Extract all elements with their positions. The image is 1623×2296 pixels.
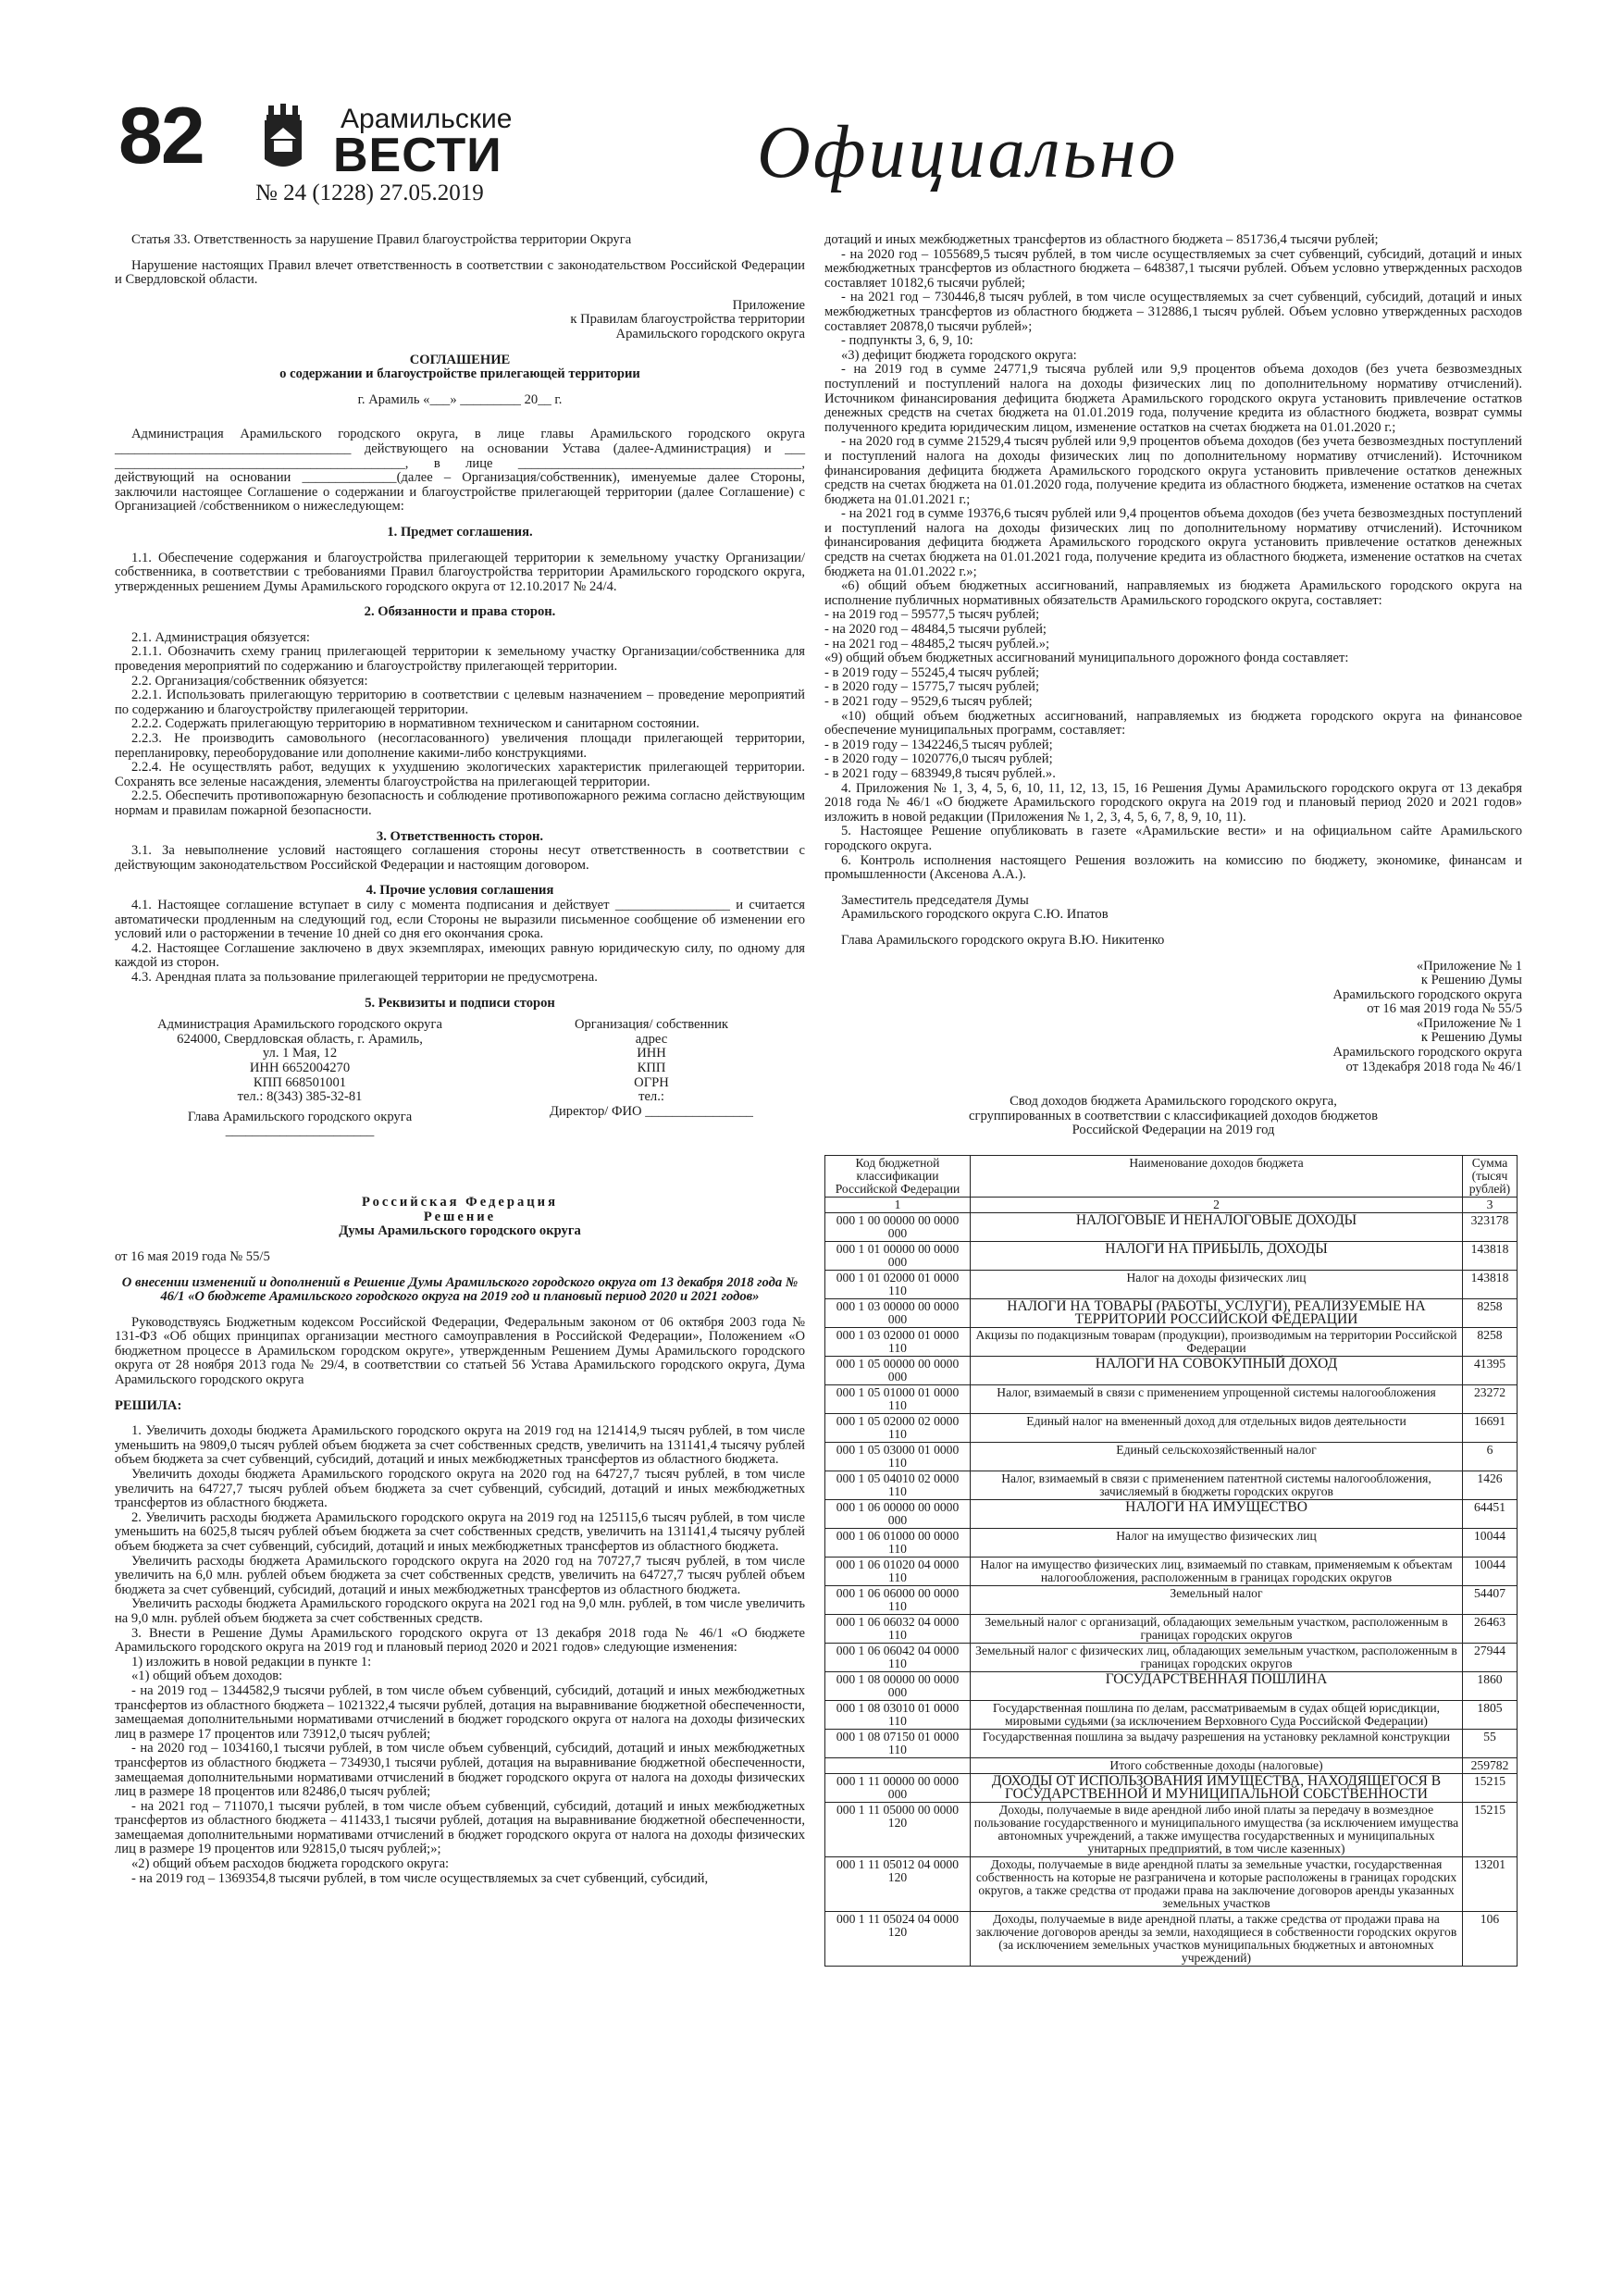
table-cell-name: Налог, взимаемый в связи с применением патентной системы налогообложения, зачисляемый в бюджеты городских округов (971, 1471, 1463, 1500)
requisite-line: 624000, Свердловская область, г. Арамиль, (177, 1031, 423, 1047)
paragraph: - на 2021 год – 730446,8 тысяч рублей, в том числе осуществляемых за счет субвенций, субсидий, дотаций и иных межбюджетных трансфертов из областного бюджета – 312886,1 тысяч рублей. Объем условно утвержденных расходов составляет 20878,0 тысячи рублей»; (824, 290, 1522, 334)
paragraph: Увеличить доходы бюджета Арамильского городского округа на 2020 год на 64727,7 тысяч рублей, в том числе увеличить на 64727,7 тысяч рублей объем бюджета за счет субвенций, субсидий, дотаций и иных межбюджетных трансфертов из областного бюджета. (115, 1467, 805, 1511)
table-cell-name: Акцизы по подакцизным товарам (продукции), производимым на территории Российской Федерации (971, 1328, 1463, 1357)
table-row (825, 1730, 1518, 1758)
requisite-line: Директор/ ФИО ________________ (550, 1103, 753, 1119)
requisites-block (115, 1018, 805, 1162)
paragraph: - в 2020 году – 1020776,0 тысяч рублей; (824, 751, 1053, 767)
table-cell-code: 000 1 06 00000 00 0000 000 (825, 1500, 971, 1529)
table-row (825, 1213, 1518, 1242)
paragraph: - на 2019 год в сумме 24771,9 тысяча рублей или 9,9 процентов объема доходов (без учета безвозмездных поступлений и поступлений налога на доходы физических лиц по дополнительному нормативу отчислений). Источником финансирования дефицита бюджета Арамильского городского округа установить привлечение остатков денежных средств на счетах бюджета на 01.01.2019 года, получение кредита из областного бюджета, возврат суммы полученного кредита юридическим лицом, изменение остатков на счетах бюджета на 01.01.2020 г.; (824, 362, 1522, 435)
paragraph: - на 2020 год – 1034160,1 тысячи рублей, в том числе объем субвенций, субсидий, дотаций и иных межбюджетных трансфертов из областного бюджета – 734930,1 тысячи рублей, дотация на выравнивание бюджетной обеспеченности, замещаемая дополнительными нормативами отчислений в бюджет городского округа от налога на доходы физических лиц в размере 18 процентов или 82486,0 тысяч рублей; (115, 1741, 805, 1800)
table-cell-name: Земельный налог с физических лиц, обладающих земельным участком, расположенным в границах городских округов (971, 1644, 1463, 1672)
table-cell-name: Налог на имущество физических лиц, взимаемый по ставкам, применяемым к объектам налогообложения, расположенным в границах городских округов (971, 1558, 1463, 1586)
appendix-label: к Решению Думы (1420, 973, 1522, 988)
column-number: 2 (971, 1198, 1463, 1213)
table-title: Свод доходов бюджета Арамильского городского округа, (1010, 1094, 1337, 1110)
section-heading: 5. Реквизиты и подписи сторон (365, 995, 555, 1011)
table-row (825, 1774, 1518, 1803)
paragraph: Увеличить расходы бюджета Арамильского городского округа на 2020 год на 70727,7 тысяч рублей, в том числе увеличить на 6,0 млн. рублей объем бюджета за счет собственных средств, увеличить на 64727,7 тысяч рублей объем бюджета за счет субвенций, субсидий, дотаций и иных межбюджетных трансфертов из областного бюджета. (115, 1553, 805, 1597)
signatory: Арамильского городского округа С.Ю. Ипатов (841, 907, 1109, 923)
table-cell-code: 000 1 05 04010 02 0000 110 (825, 1471, 971, 1500)
table-cell-sum: 10044 (1463, 1529, 1518, 1558)
table-row (825, 1500, 1518, 1529)
paragraph: 3. Внести в Решение Думы Арамильского городского округа от 13 декабря 2018 года № 46/1 «О бюджете Арамильского городского округа на 2019 год и плановый период 2020 и 2021 годов» следующие изменения: (115, 1625, 805, 1656)
table-row (825, 1471, 1518, 1500)
paragraph: 4.2. Настоящее Соглашение заключено в двух экземплярах, имеющих равную юридическую силу, по одному для каждой из сторон. (115, 940, 805, 971)
paragraph: «6) общий объем бюджетных ассигнований, направляемых из бюджета Арамильского городского округа на исполнение публичных нормативных обязательств Арамильского городского округа, составляет: (824, 578, 1522, 608)
paragraph: 1. Увеличить доходы бюджета Арамильского городского округа на 2019 год на 121414,9 тысяч рублей, в том числе уменьшить на 9809,0 тысяч рублей объем бюджета за счет собственных средств, увеличить на 131141,4 тысячу рублей объем бюджета за счет субвенций, субсидий, дотаций и иных межбюджетных трансфертов из областного бюджета. (115, 1423, 805, 1468)
agreement-subtitle: о содержании и благоустройстве прилегающей территории (279, 366, 640, 382)
table-cell-code: 000 1 05 00000 00 0000 000 (825, 1357, 971, 1385)
paragraph: 3.1. За невыполнение условий настоящего соглашения стороны несут ответственность в соответствии с действующим законодательством Российской Федерации и настоящим договором. (115, 843, 805, 873)
appendix-label: к Правилам благоустройства территории (570, 312, 805, 328)
table-row (825, 1385, 1518, 1414)
paragraph: 1) изложить в новой редакции в пункте 1: (131, 1654, 372, 1669)
paragraph: 5. Настоящее Решение опубликовать в газете «Арамильские вести» и на официальном сайте Арамильского городского округа. (824, 824, 1522, 853)
table-cell-code: 000 1 01 00000 00 0000 000 (825, 1242, 971, 1271)
article-title: Статья 33. Ответственность за нарушение Правил благоустройства территории Округа (131, 232, 632, 247)
table-cell-name: Налог на имущество физических лиц (971, 1529, 1463, 1558)
table-cell-sum: 143818 (1463, 1242, 1518, 1271)
table-cell-code: 000 1 05 01000 01 0000 110 (825, 1385, 971, 1414)
table-cell-code: 000 1 03 00000 00 0000 000 (825, 1299, 971, 1328)
table-cell-code: 000 1 06 06000 00 0000 110 (825, 1586, 971, 1615)
paragraph: «1) общий объем доходов: (131, 1669, 283, 1684)
table-row (825, 1912, 1518, 1967)
table-cell-name: Единый налог на вмененный доход для отдельных видов деятельности (971, 1414, 1463, 1443)
appendix-label: Арамильского городского округа (1332, 1045, 1522, 1061)
table-row (825, 1443, 1518, 1471)
paragraph: 4.1. Настоящее соглашение вступает в силу с момента подписания и действует _________________ и считается автоматически продленным на следующий год, если Стороны не выразили письменное сообщение об изменении его условий или о расторжении в течение 10 дней со дня его окончания срока. (115, 897, 805, 942)
paragraph: - подпункты 3, 6, 9, 10: (841, 333, 973, 349)
table-cell-name: Доходы, получаемые в виде арендной либо иной платы за передачу в возмездное пользование государственного и муниципального имущества (за исключением имущества автономных учреждений, а также имущества государственных и муниципальных унитарных предприятий, в том числе казенных) (971, 1803, 1463, 1857)
paragraph: - в 2019 году – 55245,4 тысяч рублей; (824, 664, 1040, 680)
appendix-label: «Приложение № 1 (1416, 1015, 1522, 1031)
table-cell-sum: 1805 (1463, 1701, 1518, 1730)
table-title: сгруппированных в соответствии с классификацией доходов бюджетов (969, 1108, 1378, 1123)
page-number: 82 (118, 92, 204, 180)
column-header: Код бюджетной классификации Российской Федерации (825, 1156, 971, 1198)
paragraph: «10) общий объем бюджетных ассигнований, направляемых из бюджета городского округа на финансовое обеспечение муниципальных программ, составляет: (824, 708, 1522, 738)
table-row (825, 1672, 1518, 1701)
paragraph: Нарушение настоящих Правил влечет ответственность в соответствии с законодательством Российской Федерации и Свердловской области. (115, 257, 805, 288)
requisites-organization (503, 1018, 799, 1119)
requisite-line: ИНН 6652004270 (249, 1060, 351, 1075)
paragraph: «2) общий объем расходов бюджета городского округа: (131, 1856, 450, 1872)
appendix-label: от 16 мая 2019 года № 55/5 (1367, 1001, 1522, 1017)
paragraph: - на 2021 год – 48485,2 тысяч рублей.»; (824, 636, 1050, 652)
table-cell-code: 000 1 05 03000 01 0000 110 (825, 1443, 971, 1471)
appendix-label: Приложение (732, 297, 805, 313)
paragraph: Увеличить расходы бюджета Арамильского городского округа на 2021 год на 9,0 млн. рублей, в том числе увеличить на 9,0 млн. рублей объем бюджета за счет собственных средств. (115, 1596, 805, 1626)
paragraph: 2. Увеличить расходы бюджета Арамильского городского округа на 2019 год на 125115,6 тысяч рублей, в том числе уменьшить на 6025,8 тысяч рублей объем бюджета за счет собственных средств, увеличить на 131141,4 тысячу рублей объем бюджета за счет субвенций, субсидий, дотаций и иных межбюджетных трансфертов из областного бюджета. (115, 1509, 805, 1554)
table-cell-sum: 1860 (1463, 1672, 1518, 1701)
table-cell-code: 000 1 00 00000 00 0000 000 (825, 1213, 971, 1242)
income-table (824, 1155, 1518, 1967)
appendix-label: Арамильского городского округа (615, 326, 805, 341)
table-body (825, 1213, 1518, 1967)
table-row (825, 1758, 1518, 1774)
requisite-line: Глава Арамильского городского округа (187, 1109, 413, 1124)
table-row (825, 1803, 1518, 1857)
table-row (825, 1857, 1518, 1912)
paragraph: «9) общий объем бюджетных ассигнований муниципального дорожного фонда составляет: (824, 651, 1349, 666)
table-cell-name: Государственная пошлина по делам, рассматриваемым в судах общей юрисдикции, мировыми судьями (за исключением Верховного Суда Российской Федерации) (971, 1701, 1463, 1730)
section-heading: 1. Предмет соглашения. (387, 524, 533, 540)
table-cell-code: 000 1 06 06042 04 0000 110 (825, 1644, 971, 1672)
requisites-administration (115, 1018, 485, 1139)
table-cell-name: НАЛОГОВЫЕ И НЕНАЛОГОВЫЕ ДОХОДЫ (971, 1213, 1463, 1242)
table-cell-sum: 106 (1463, 1912, 1518, 1967)
paragraph: - в 2020 году – 15775,7 тысяч рублей; (824, 679, 1040, 695)
table-cell-code: 000 1 06 01000 00 0000 110 (825, 1529, 971, 1558)
table-cell-code: 000 1 08 03010 01 0000 110 (825, 1701, 971, 1730)
paragraph: 2.2.2. Содержать прилегающую территорию в нормативном техническом и санитарном состоянии. (131, 716, 700, 732)
paragraph: - в 2021 году – 683949,8 тысяч рублей.». (824, 765, 1056, 781)
table-row (825, 1701, 1518, 1730)
paragraph: Руководствуясь Бюджетным кодексом Российской Федерации, Федеральным законом от 06 октября 2003 года № 131-ФЗ «Об общих принципах организации местного самоуправления в Российской Федерации», Положением «О бюджетном процессе в Арамильском городском округе», утвержденным Решением Думы Арамильского городского округа от 28 ноября 2013 года № 29/4, в соответствии со статьей 56 Устава Арамильского городского округа, Дума Арамильского городского округа (115, 1314, 805, 1388)
table-cell-name: Налог на доходы физических лиц (971, 1271, 1463, 1299)
section-heading: 4. Прочие условия соглашения (365, 883, 554, 899)
table-cell-sum: 16691 (1463, 1414, 1518, 1443)
requisite-line: тел.: 8(343) 385-32-81 (237, 1089, 363, 1105)
paragraph: 2.2. Организация/собственник обязуется: (131, 673, 368, 689)
table-cell-sum: 8258 (1463, 1299, 1518, 1328)
paragraph: 2.2.3. Не производить самовольного (несогласованного) увеличения площади прилегающей территории, перепланировку, переоборудование или дополнение какими-либо конструкциями. (115, 731, 805, 761)
table-cell-name: Единый сельскохозяйственный налог (971, 1443, 1463, 1471)
table-cell-sum: 13201 (1463, 1857, 1518, 1912)
table-cell-code: 000 1 08 00000 00 0000 000 (825, 1672, 971, 1701)
table-cell-code: 000 1 11 00000 00 0000 000 (825, 1774, 971, 1803)
paragraph: - на 2020 год – 48484,5 тысячи рублей; (824, 622, 1047, 638)
decision-issuer: Думы Арамильского городского округа (339, 1223, 581, 1239)
table-cell-code: 000 1 11 05000 00 0000 120 (825, 1803, 971, 1857)
table-cell-code: 000 1 06 06032 04 0000 110 (825, 1615, 971, 1644)
requisite-line: КПП (637, 1060, 666, 1075)
paragraph: дотаций и иных межбюджетных трансфертов из областного бюджета – 851736,4 тысячи рублей; (824, 232, 1379, 247)
table-cell-sum: 55 (1463, 1730, 1518, 1758)
table-row (825, 1242, 1518, 1271)
table-number-row (825, 1198, 1518, 1213)
table-cell-sum: 8258 (1463, 1328, 1518, 1357)
table-row (825, 1328, 1518, 1357)
table-cell-name: Государственная пошлина за выдачу разрешения на установку рекламной конструкции (971, 1730, 1463, 1758)
signatory: Заместитель председателя Думы (841, 892, 1029, 908)
table-cell-name: НАЛОГИ НА ТОВАРЫ (РАБОТЫ, УСЛУГИ), РЕАЛИЗУЕМЫЕ НА ТЕРРИТОРИИ РОССИЙСКОЙ ФЕДЕРАЦИИ (971, 1299, 1463, 1328)
requisite-line: адрес (635, 1031, 668, 1047)
place-date-line: г. Арамиль «___» _________ 20__ г. (357, 391, 563, 407)
table-cell-name: Доходы, получаемые в виде арендной платы за земельные участки, государственная собственность на которые не разграничена и которые расположены в границах городских округов, а также средства от продажи права на заключение договоров аренды указанных земельных участков (971, 1857, 1463, 1912)
appendix-label: от 13декабря 2018 года № 46/1 (1345, 1059, 1522, 1074)
requisite-line: ОГРН (634, 1074, 669, 1090)
table-row (825, 1529, 1518, 1558)
appendix-label: к Решению Думы (1420, 1030, 1522, 1046)
table-cell-sum: 6 (1463, 1443, 1518, 1471)
table-header-row (825, 1156, 1518, 1198)
paragraph: 2.2.4. Не осуществлять работ, ведущих к ухудшению экологических характеристик прилегающей территории. Сохранять все зеленые насаждения, элементы благоустройства на прилегающей территории. (115, 760, 805, 789)
paragraph: 1.1. Обеспечение содержания и благоустройства прилегающей территории к земельному участку Организации/собственника, в соответствии с требованиями Правил благоустройства территории Арамильского городского округа, утвержденных решением Думы Арамильского городского округа от 12.10.2017 № 24/4. (115, 550, 805, 594)
table-cell-code: 000 1 06 01020 04 0000 110 (825, 1558, 971, 1586)
paragraph: - на 2020 год – 1055689,5 тысяч рублей, в том числе осуществляемых за счет субвенций, субсидий, дотаций и иных межбюджетных трансфертов из областного бюджета – 648387,1 тысячи рублей. Объем условно утвержденных расходов составляет 10182,6 тысячи рублей; (824, 246, 1522, 291)
paragraph: - на 2021 год – 711070,1 тысячи рублей, в том числе объем субвенций, субсидий, дотаций и иных межбюджетных трансфертов из областного бюджета – 411433,1 тысячи рублей, дотация на выравнивание бюджетной обеспеченности, замещаемая дополнительными нормативами отчислений в бюджет городского округа от налога на доходы физических лиц в размере 19 процентов или 92815,0 тысяч рублей;»; (115, 1798, 805, 1857)
table-cell-sum: 26463 (1463, 1615, 1518, 1644)
table-cell-code: 000 1 03 02000 01 0000 110 (825, 1328, 971, 1357)
signatory: Глава Арамильского городского округа В.Ю. Никитенко (841, 932, 1165, 948)
table-cell-name: ДОХОДЫ ОТ ИСПОЛЬЗОВАНИЯ ИМУЩЕСТВА, НАХОДЯЩЕГОСЯ В ГОСУДАРСТВЕННОЙ И МУНИЦИПАЛЬНОЙ СОБСТВЕННОСТИ (971, 1774, 1463, 1803)
table-cell-code: 000 1 05 02000 02 0000 110 (825, 1414, 971, 1443)
table-cell-code (825, 1758, 971, 1774)
decision-subject: О внесении изменений и дополнений в Решение Думы Арамильского городского округа от 13 декабря 2018 года № 46/1 «О бюджете Арамильского городского округа на 2019 год и плановый период 2020 и 2021 годов» (121, 1274, 799, 1305)
paragraph: 4. Приложения № 1, 3, 4, 5, 6, 10, 11, 12, 13, 15, 16 Решения Думы Арамильского городского округа от 13 декабря 2018 года № 46/1 «О бюджете Арамильского городского округа на 2019 год и плановый период 2020 и 2021 годов» изложить в новой редакции (Приложения № 1, 2, 3, 4, 5, 6, 7, 8, 9, 10, 11). (824, 780, 1522, 825)
requisite-line: Организация/ собственник (574, 1017, 729, 1033)
table-cell-name: Доходы, получаемые в виде арендной платы, а также средства от продажи права на заключение договоров аренды за земли, находящиеся в собственности городских округов (за исключением земельных участков муниципальных бюджетных и автономных учреждений) (971, 1912, 1463, 1967)
left-column (115, 233, 805, 1886)
paragraph: - в 2021 году – 9529,6 тысяч рублей; (824, 694, 1033, 709)
table-cell-name: Земельный налог (971, 1586, 1463, 1615)
column-header: Сумма (тысяч рублей) (1463, 1156, 1518, 1198)
paragraph: - на 2019 год – 1344582,9 тысячи рублей, в том числе объем субвенций, субсидий, дотаций и иных межбюджетных трансфертов из областного бюджета – 1021322,4 тысячи рублей, дотация на выравнивание бюджетной обеспеченности, замещаемая дополнительными нормативами отчислений в бюджет городского округа от налога на доходы физических лиц в размере 17 процентов или 73912,0 тысяч рублей; (115, 1682, 805, 1742)
table-cell-name: Земельный налог с организаций, обладающих земельным участком, расположенным в границах городских округов (971, 1615, 1463, 1644)
section-heading: 2. Обязанности и права сторон. (364, 604, 556, 620)
table-cell-name: НАЛОГИ НА ИМУЩЕСТВО (971, 1500, 1463, 1529)
table-cell-sum: 23272 (1463, 1385, 1518, 1414)
requisite-line: ул. 1 Мая, 12 (262, 1046, 338, 1061)
paragraph: - на 2019 год – 59577,5 тысяч рублей; (824, 607, 1040, 623)
paragraph: - на 2020 год в сумме 21529,4 тысяч рублей или 9,9 процентов объема доходов (без учета безвозмездных поступлений и поступлений налога на доходы физических лиц по дополнительному нормативу отчислений). Источником финансирования дефицита бюджета Арамильского городского округа установить привлечение остатков денежных средств на счетах бюджета на 01.01.2020 года, получение кредита из областного бюджета, изменение остатков на счетах бюджета на 01.01.2021 г.; (824, 434, 1522, 507)
table-cell-sum: 259782 (1463, 1758, 1518, 1774)
decision-country: Российская Федерация (362, 1195, 558, 1210)
table-row (825, 1271, 1518, 1299)
table-cell-name: НАЛОГИ НА ПРИБЫЛЬ, ДОХОДЫ (971, 1242, 1463, 1271)
column-number: 3 (1463, 1198, 1518, 1213)
decision-title: Решение (423, 1209, 497, 1224)
paragraph: «3) дефицит бюджета городского округа: (841, 347, 1077, 363)
paragraph: 6. Контроль исполнения настоящего Решения возложить на комиссию по бюджету, экономике, финансам и промышленности (Аксенова А.А.). (824, 852, 1522, 883)
appendix-label: Арамильского городского округа (1332, 987, 1522, 1002)
table-cell-sum: 27944 (1463, 1644, 1518, 1672)
requisite-line: ИНН (637, 1046, 666, 1061)
table-cell-sum: 15215 (1463, 1774, 1518, 1803)
column-number: 1 (825, 1198, 971, 1213)
table-row (825, 1586, 1518, 1615)
table-row (825, 1644, 1518, 1672)
table-row (825, 1357, 1518, 1385)
table-cell-code: 000 1 11 05012 04 0000 120 (825, 1857, 971, 1912)
requisite-line: Администрация Арамильского городского округа (157, 1017, 442, 1033)
table-row (825, 1558, 1518, 1586)
table-cell-sum: 323178 (1463, 1213, 1518, 1242)
masthead (118, 92, 1562, 215)
brand-name-top: Арамильские (341, 104, 513, 134)
table-cell-code: 000 1 01 02000 01 0000 110 (825, 1271, 971, 1299)
table-cell-code: 000 1 11 05024 04 0000 120 (825, 1912, 971, 1967)
table-row (825, 1299, 1518, 1328)
signature-line: ______________________ (225, 1123, 375, 1139)
paragraph: 2.1. Администрация обязуется: (131, 629, 310, 645)
requisite-line: КПП 668501001 (253, 1074, 347, 1090)
right-column (824, 233, 1522, 1967)
appendix-label: «Приложение № 1 (1416, 958, 1522, 974)
paragraph: 2.2.1. Использовать прилегающую территорию в соответствии с целевым назначением – проведение мероприятий по содержанию и благоустройству прилегающей территории. (115, 688, 805, 717)
table-cell-sum: 143818 (1463, 1271, 1518, 1299)
paragraph: 2.2.5. Обеспечить противопожарную безопасность и соблюдение противопожарного режима согласно действующим нормам и правилам пожарной безопасности. (115, 788, 805, 818)
table-row (825, 1414, 1518, 1443)
table-cell-sum: 54407 (1463, 1586, 1518, 1615)
paragraph: 2.1.1. Обозначить схему границ прилегающей территории к земельному участку Организации/собственника для проведения мероприятий по содержанию и благоустройству прилегающей территории. (115, 644, 805, 675)
table-cell-name: ГОСУДАРСТВЕННАЯ ПОШЛИНА (971, 1672, 1463, 1701)
table-row (825, 1615, 1518, 1644)
table-cell-sum: 1426 (1463, 1471, 1518, 1500)
paragraph: - в 2019 году – 1342246,5 тысяч рублей; (824, 737, 1053, 752)
agreement-title: СОГЛАШЕНИЕ (409, 352, 511, 367)
table-cell-sum: 41395 (1463, 1357, 1518, 1385)
table-cell-sum: 64451 (1463, 1500, 1518, 1529)
table-cell-sum: 10044 (1463, 1558, 1518, 1586)
brand-name-main: ВЕСТИ (333, 129, 502, 182)
column-header: Наименование доходов бюджета (971, 1156, 1463, 1198)
requisite-line: тел.: (638, 1089, 664, 1105)
table-cell-name: НАЛОГИ НА СОВОКУПНЫЙ ДОХОД (971, 1357, 1463, 1385)
table-cell-code: 000 1 08 07150 01 0000 110 (825, 1730, 971, 1758)
section-title: Официально (757, 112, 1179, 193)
table-cell-name: Налог, взимаемый в связи с применением упрощенной системы налогообложения (971, 1385, 1463, 1414)
section-heading: 3. Ответственность сторон. (376, 828, 544, 844)
paragraph: Администрация Арамильского городского округа, в лице главы Арамильского городского округа ___________________________________ действующего на основании Устава (далее-Администрация) и ___ ___________________________________________, в лице __________________________________________, действующий на основании ______________(далее – Организация/собственник), именуемые далее Стороны, заключили настоящее Соглашение о содержании и благоустройстве прилегающей территории (далее Соглашение) с Организацией /собственником о нижеследующем: (115, 427, 805, 515)
table-cell-sum: 15215 (1463, 1803, 1518, 1857)
decision-date: от 16 мая 2019 года № 55/5 (115, 1248, 270, 1264)
issue-number: № 24 (1228) 27.05.2019 (255, 180, 484, 205)
table-cell-name: Итого собственные доходы (налоговые) (971, 1758, 1463, 1774)
decided-label: РЕШИЛА: (115, 1397, 182, 1413)
paragraph: - на 2019 год – 1369354,8 тысячи рублей, в том числе осуществляемых за счет субвенций, субсидий, (131, 1870, 709, 1886)
paragraph: - на 2021 год в сумме 19376,6 тысяч рублей или 9,4 процентов объема доходов (без учета безвозмездных поступлений и поступлений налога на доходы физических лиц по дополнительному нормативу отчислений). Источником финансирования дефицита бюджета Арамильского городского округа установить привлечение остатков денежных средств на счетах бюджета на 01.01.2021 года, получение кредита из областного бюджета, изменение остатков на счетах бюджета на 01.01.2022 г.»; (824, 506, 1522, 579)
paragraph: 4.3. Арендная плата за пользование прилегающей территории не предусмотрена. (131, 969, 598, 985)
table-title: Российской Федерации на 2019 год (1072, 1123, 1275, 1138)
